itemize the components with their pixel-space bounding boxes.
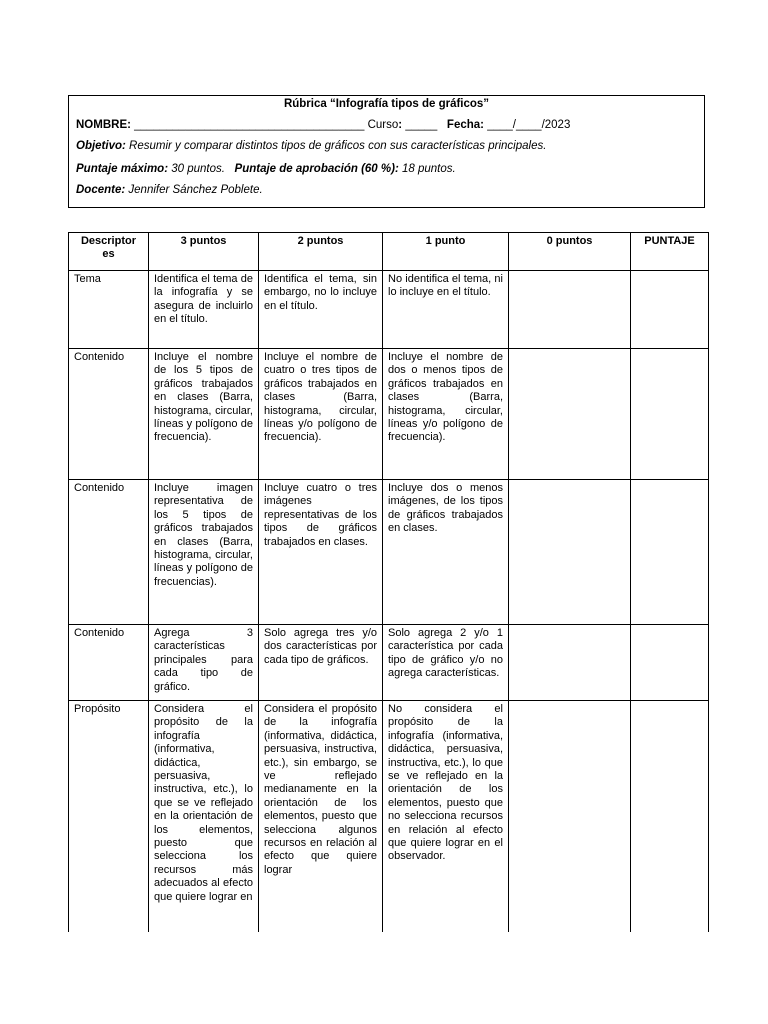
criterion-0-points: [509, 701, 631, 941]
objective-line: [76, 140, 546, 152]
table-row: [69, 480, 709, 625]
criterion-1-point: Incluye dos o menos imágenes, de los tipos de gráficos trabajados en clases.: [383, 480, 509, 625]
objective-label: Objetivo:: [76, 140, 126, 152]
score-cell[interactable]: [631, 480, 709, 625]
row-descriptor: Propósito: [69, 701, 149, 941]
teacher-label: Docente:: [76, 184, 126, 196]
score-cell[interactable]: [631, 625, 709, 701]
column-header-score: PUNTAJE: [631, 233, 709, 271]
table-header-row: [69, 233, 709, 271]
criterion-2-points: Identifica el tema, sin embargo, no lo incluye en el título.: [259, 271, 383, 349]
criterion-1-point: Solo agrega 2 y/o 1 característica por cada tipo de gráfico y/o no agrega características.: [383, 625, 509, 701]
row-descriptor: Contenido: [69, 349, 149, 480]
criterion-3-points: Incluye el nombre de los 5 tipos de gráficos trabajados en clases (Barra, histograma, circular, líneas y polígono de frecuencia).: [149, 349, 259, 480]
page-bottom-margin: [0, 932, 768, 1024]
row-descriptor: Contenido: [69, 480, 149, 625]
criterion-1-point: Incluye el nombre de dos o menos tipos de gráficos trabajados en clases (Barra, histograma, circular, líneas y/o polígono de frecuencia).: [383, 349, 509, 480]
max-score-value: 30 puntos.: [171, 163, 225, 175]
score-cell[interactable]: [631, 701, 709, 941]
criterion-2-points: Incluye cuatro o tres imágenes representativas de los tipos de gráficos trabajados en clases.: [259, 480, 383, 625]
criterion-3-points: Considera el propósito de la infografía (informativa, didáctica, persuasiva, instructiva, etc.), lo que se ve reflejado en la orientación de los elementos, puesto que selecciona los recursos más adecuados al efecto que quiere lograr en: [149, 701, 259, 941]
criterion-2-points: Considera el propósito de la infografía (informativa, didáctica, persuasiva, instructiva, etc.), sin embargo, se ve reflejado medianamente en la orientación de los elementos, puesto que selecciona algunos recursos en relación al efecto que quiere lograr: [259, 701, 383, 941]
criterion-1-point: No identifica el tema, ni lo incluye en el título.: [383, 271, 509, 349]
pass-score-label: Puntaje de aprobación (60 %):: [234, 163, 399, 175]
table-row: [69, 625, 709, 701]
teacher-line: [76, 184, 263, 196]
table-row: [69, 349, 709, 480]
column-header-3-points: 3 puntos: [149, 233, 259, 271]
pass-score-value: 18 puntos.: [401, 163, 456, 175]
column-header-1-point: 1 punto: [383, 233, 509, 271]
criterion-0-points: [509, 349, 631, 480]
score-cell[interactable]: [631, 349, 709, 480]
course-label: Curso: [367, 119, 399, 131]
criterion-2-points: Solo agrega tres y/o dos características por cada tipo de gráficos.: [259, 625, 383, 701]
objective-text: Resumir y comparar distintos tipos de gráficos con sus características principales.: [129, 140, 547, 152]
column-header-descriptor: Descriptor es: [69, 233, 149, 271]
teacher-name: Jennifer Sánchez Poblete.: [128, 184, 263, 196]
rubric-table: [68, 232, 709, 941]
column-header-2-points: 2 puntos: [259, 233, 383, 271]
criterion-3-points: Incluye imagen representativa de los 5 tipos de gráficos trabajados en clases (Barra, histograma, circular, líneas y polígono de frecuencias).: [149, 480, 259, 625]
date-field[interactable]: ____/____/2023: [487, 119, 571, 131]
rubric-title: Rúbrica “Infografía tipos de gráficos”: [283, 98, 490, 110]
score-line: [76, 163, 456, 175]
criterion-3-points: Identifica el tema de la infografía y se asegura de incluirlo en el título.: [149, 271, 259, 349]
course-colon: :: [398, 119, 403, 131]
rubric-header-box: [68, 95, 705, 208]
row-descriptor: Tema: [69, 271, 149, 349]
table-row: [69, 701, 709, 941]
score-cell[interactable]: [631, 271, 709, 349]
date-label: Fecha:: [446, 119, 484, 131]
max-score-label: Puntaje máximo:: [76, 163, 169, 175]
criterion-1-point: No considera el propósito de la infografía (informativa, didáctica, persuasiva, instructiva, etc.), lo que se ve reflejado en la orientación de los elementos, puesto que no selecciona recursos en relación al efecto que quiere lograr en el observador.: [383, 701, 509, 941]
criterion-3-points: Agrega 3 características principales para cada tipo de gráfico.: [149, 625, 259, 701]
table-row: [69, 271, 709, 349]
name-field[interactable]: ____________________________________: [134, 119, 365, 131]
course-field[interactable]: _____: [405, 119, 438, 131]
student-info-line: [76, 119, 570, 131]
row-descriptor: Contenido: [69, 625, 149, 701]
criterion-0-points: [509, 625, 631, 701]
criterion-0-points: [509, 271, 631, 349]
column-header-0-points: 0 puntos: [509, 233, 631, 271]
criterion-0-points: [509, 480, 631, 625]
name-label: NOMBRE:: [76, 119, 131, 131]
criterion-2-points: Incluye el nombre de cuatro o tres tipos de gráficos trabajados en clases (Barra, histograma, circular, líneas y/o polígono de frecuencia).: [259, 349, 383, 480]
